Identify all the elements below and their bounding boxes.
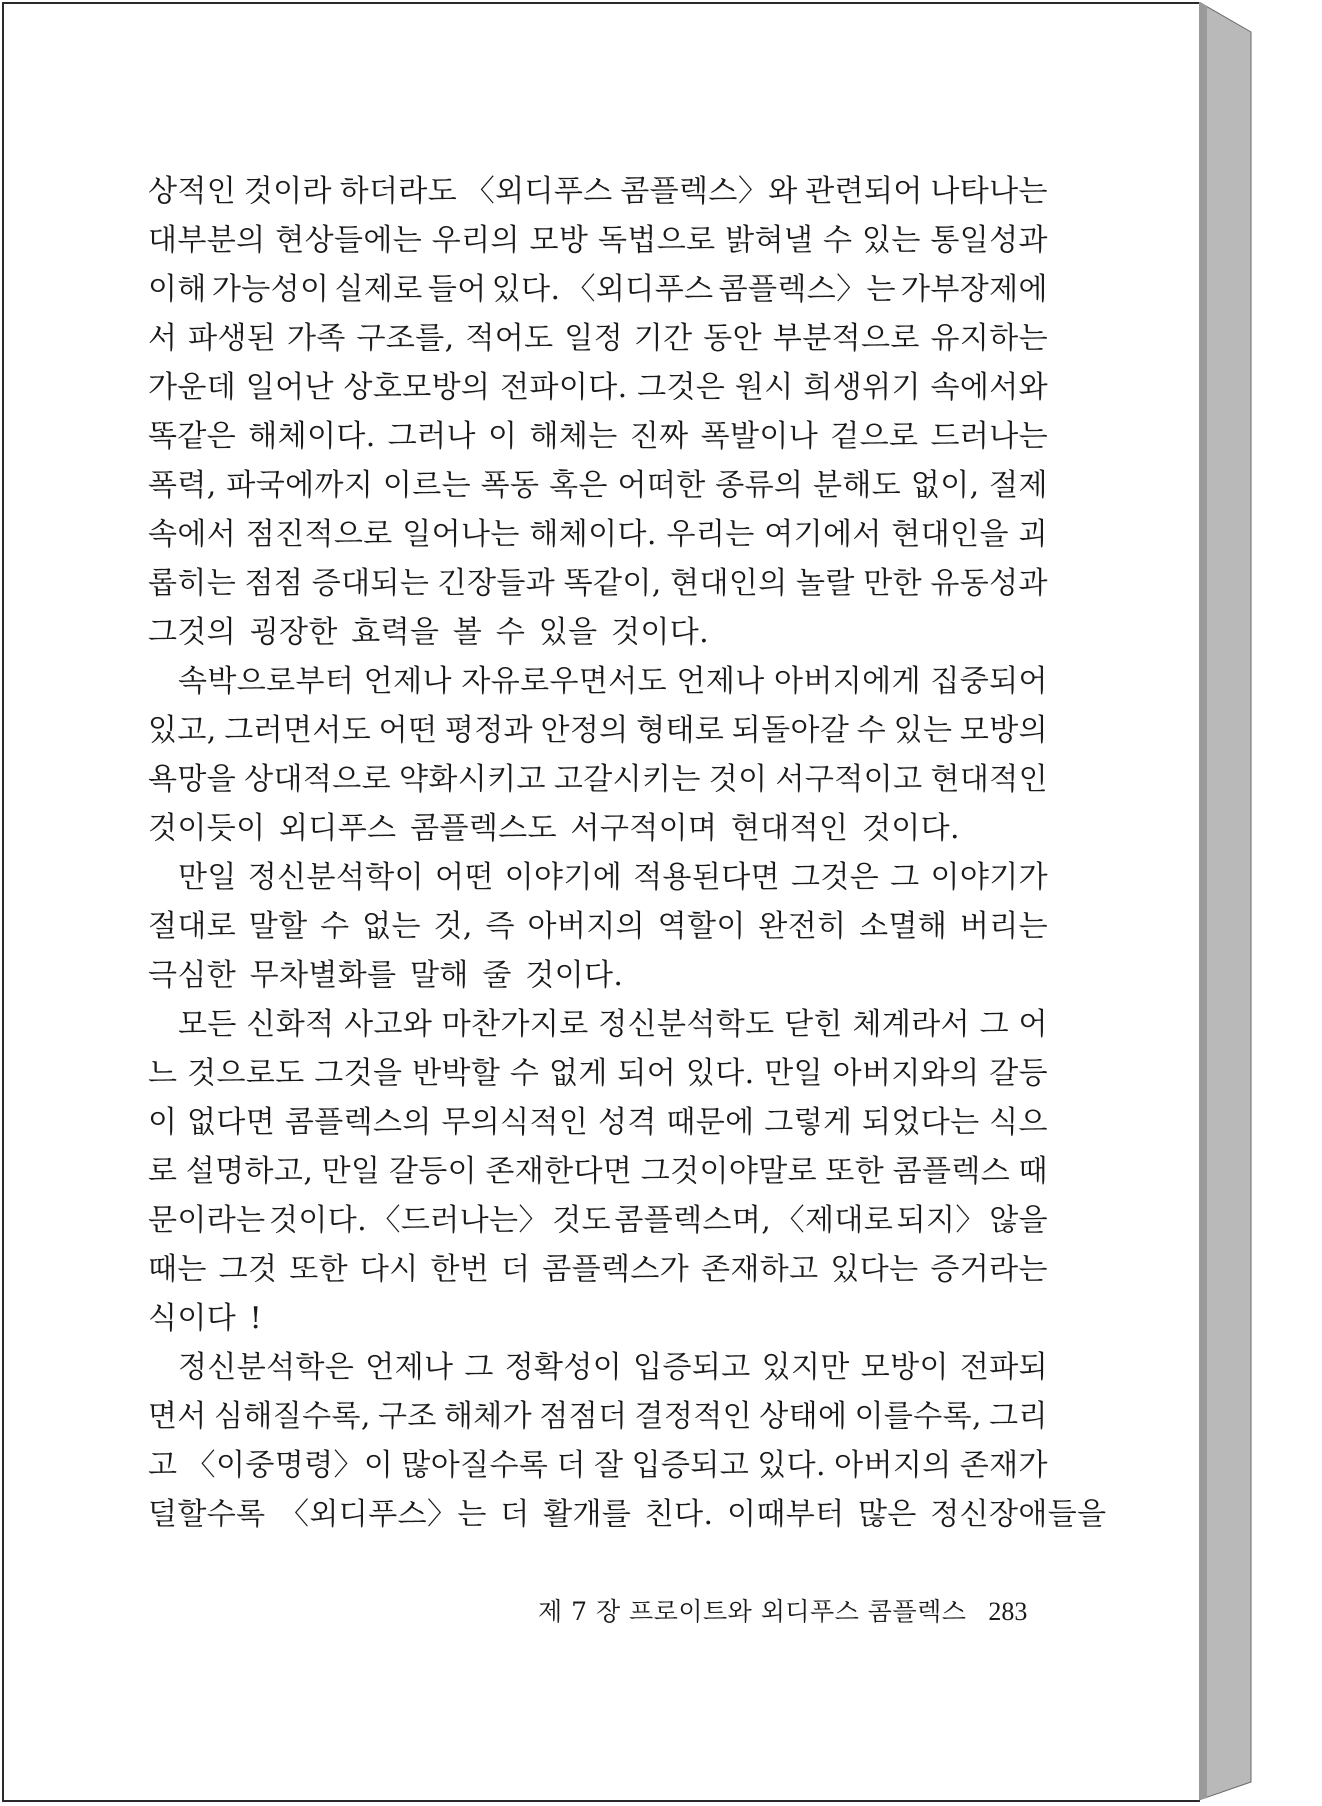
word: 종류의: [715, 468, 804, 503]
text-line: [148, 1392, 1048, 1441]
word: 하더라도: [339, 174, 458, 209]
text-line: [148, 853, 1048, 902]
word: 정신분석학은: [178, 1350, 355, 1385]
word: 〈외디푸스: [464, 174, 613, 209]
word: 것이라: [243, 174, 332, 209]
word: 실제로: [334, 272, 423, 307]
text-line: [148, 1490, 1107, 1539]
word: 어떤: [378, 713, 438, 748]
word: 언제나: [676, 664, 765, 699]
word: 파국에까지: [226, 468, 374, 503]
word: 잘: [594, 1448, 624, 1483]
word: 독법으로: [597, 223, 716, 258]
word: 되지〉: [896, 1203, 986, 1238]
word: 말해: [410, 958, 469, 993]
word: 파생된: [188, 321, 277, 356]
text-line: [148, 461, 1048, 510]
text-line: [148, 804, 1048, 853]
word: 콤플렉스가: [542, 1252, 690, 1287]
text-line: [148, 657, 1048, 706]
word: 아버지에게: [774, 664, 921, 699]
word: 있다.: [757, 1448, 826, 1483]
word: !: [249, 1301, 263, 1336]
word: 더: [501, 1252, 531, 1287]
word: 해체이다.: [248, 419, 376, 454]
word: 서: [148, 321, 178, 356]
word: 되어: [617, 1056, 677, 1091]
word: 완전히: [758, 909, 847, 944]
book-edge-shape: [1199, 2, 1259, 1802]
word: 한번: [430, 1252, 490, 1287]
word: 고: [148, 1448, 178, 1483]
word: 일어난: [245, 370, 334, 405]
word: 고갈시키는: [553, 762, 701, 797]
word: 느: [148, 1056, 178, 1091]
word: 〈제대로: [774, 1203, 894, 1238]
word: 일정: [564, 321, 624, 356]
word: 수: [822, 223, 853, 258]
word: 밝혀낼: [725, 223, 814, 258]
word: 수: [320, 909, 350, 944]
word: 있는: [893, 713, 953, 748]
word: 어: [1018, 1007, 1048, 1042]
word: 상대적으로: [244, 762, 392, 797]
word: 결정적인: [634, 1399, 753, 1434]
word: 해체가: [443, 1399, 533, 1434]
word: 절대로: [148, 909, 237, 944]
word: 이: [148, 1105, 178, 1140]
word: 존재하고: [701, 1252, 819, 1287]
word: 모든: [178, 1007, 237, 1042]
text-line: [148, 951, 1048, 1000]
word: 똑같이,: [563, 566, 662, 601]
word: 있지만: [761, 1350, 850, 1385]
word: 것도: [552, 1203, 611, 1238]
word: 구조를,: [356, 321, 455, 356]
word: 유지하는: [930, 321, 1048, 356]
word: 극심한: [148, 958, 237, 993]
word: 〈이중명령〉이: [185, 1448, 394, 1483]
word: 들어: [427, 272, 487, 307]
word: 때는: [148, 1252, 207, 1287]
word: 관련되어: [805, 174, 923, 209]
text-line: [148, 706, 1048, 755]
text-line: [148, 1147, 1048, 1196]
word: 만일: [764, 1056, 823, 1091]
word: 아버지의: [834, 1448, 952, 1483]
word: 폭동: [480, 468, 540, 503]
text-line: [148, 363, 1048, 412]
word: 다시: [359, 1252, 419, 1287]
word: 혹은: [549, 468, 608, 503]
word: 그것을: [314, 1056, 403, 1091]
word: 콤플렉스도: [410, 811, 557, 846]
word: 것이다.: [610, 615, 710, 650]
word: 희생위기: [803, 370, 921, 405]
word: 진짜: [629, 419, 689, 454]
word: 만일: [178, 860, 237, 895]
running-footer: [538, 1592, 1027, 1628]
word: 점진적으로: [245, 517, 393, 552]
word: 역할이: [657, 909, 746, 944]
word: 점점: [244, 566, 304, 601]
word: 식으: [989, 1105, 1048, 1140]
word: 갈등: [989, 1056, 1048, 1091]
word: 안정의: [540, 713, 629, 748]
word: 또한: [289, 1252, 348, 1287]
word: 놀랄: [796, 566, 855, 601]
chapter-title: 제 7 장 프로이트와 외디푸스 콤플렉스: [538, 1597, 967, 1626]
text-line: [148, 1245, 1048, 1294]
word: 무차별화를: [249, 958, 397, 993]
word: 효력을: [351, 615, 440, 650]
text-line: [148, 1000, 1048, 1049]
word: 자유로우면서도: [461, 664, 667, 699]
word: 괴: [1018, 517, 1048, 552]
word: 있다는: [830, 1252, 919, 1287]
word: 콤플렉스: [892, 1154, 1011, 1189]
word: 콤플렉스〉는: [718, 272, 896, 307]
word: 속박으로부터: [178, 664, 355, 699]
word: 형태로: [636, 713, 725, 748]
text-line: [148, 1196, 1048, 1245]
word: 그러나: [387, 419, 476, 454]
text-line: [148, 755, 1048, 804]
word: 언제나: [365, 1350, 454, 1385]
word: 되돌아갈: [731, 713, 850, 748]
text-line: [148, 1049, 1048, 1098]
word: 정신장애들을: [930, 1497, 1107, 1532]
word: 현상들에는: [275, 223, 423, 258]
word: 많아질수록: [401, 1448, 549, 1483]
word: 그것은: [637, 370, 726, 405]
word: 것으로도: [187, 1056, 305, 1091]
word: 입증되고: [633, 1350, 751, 1385]
word: 아버지와의: [832, 1056, 980, 1091]
text-line: [148, 1294, 1048, 1343]
word: 롭히는: [148, 566, 237, 601]
text-line: [148, 902, 1048, 951]
page-sheet: [2, 2, 1200, 1802]
word: 상적인: [148, 174, 237, 209]
word: 〈드러나는〉: [370, 1203, 549, 1238]
word: 전파이다.: [500, 370, 628, 405]
word: 우리의: [431, 223, 520, 258]
word: 그것은: [791, 860, 880, 895]
word: 해체이다.: [529, 517, 657, 552]
word: 서구적이며: [570, 811, 718, 846]
word: 상호모방의: [343, 370, 491, 405]
word: 어떠한: [617, 468, 706, 503]
word: 않을: [989, 1203, 1048, 1238]
word: 동안: [703, 321, 763, 356]
word: 있을: [538, 615, 598, 650]
word: 유동성과: [930, 566, 1048, 601]
word: 욕망을: [148, 762, 237, 797]
text-line: [148, 167, 1048, 216]
word: 것이듯이: [148, 811, 266, 846]
word: 만일: [321, 1154, 381, 1189]
word: 갈등이: [388, 1154, 477, 1189]
word: 버리는: [959, 909, 1048, 944]
word: 현대적인: [730, 811, 849, 846]
word: 그: [979, 1007, 1009, 1042]
word: 〈외디푸스: [565, 272, 714, 307]
word: 때문에: [666, 1105, 755, 1140]
word: 것이: [708, 762, 768, 797]
word: 어떤: [434, 860, 494, 895]
word: 문이라는: [148, 1203, 266, 1238]
word: 가족: [287, 321, 346, 356]
word: 있는: [862, 223, 921, 258]
word: 존재한다면: [485, 1154, 633, 1189]
word: 수: [856, 713, 887, 748]
word: 닫힌: [784, 1007, 843, 1042]
word: 서구적이고: [775, 762, 923, 797]
word: 사고와: [344, 1007, 433, 1042]
word: 만한: [863, 566, 922, 601]
word: 그: [464, 1350, 494, 1385]
word: 그러면서도: [224, 713, 372, 748]
word: 긴장들과: [437, 566, 556, 601]
word: 활개를: [543, 1497, 632, 1532]
word: 체계라서: [852, 1007, 970, 1042]
word: 심해질수록,: [213, 1399, 371, 1434]
word: 것이다.: [525, 958, 624, 993]
text-line: [148, 510, 1048, 559]
word: 현대인을: [891, 517, 1009, 552]
page-number: 283: [988, 1597, 1028, 1626]
text-line: [148, 265, 1048, 314]
word: 통일성과: [930, 223, 1048, 258]
word: 굉장한: [249, 615, 338, 650]
word: 적용된다면: [633, 860, 781, 895]
word: 약화시키고: [399, 762, 546, 797]
word: 그것의: [148, 615, 237, 650]
word: 현대적인: [930, 762, 1048, 797]
word: 이: [488, 419, 518, 454]
word: 없는: [362, 909, 421, 944]
word: 없이,: [910, 468, 980, 503]
word: 콤플렉스의: [284, 1105, 432, 1140]
word: 구조: [377, 1399, 437, 1434]
word: 속에서와: [930, 370, 1048, 405]
word: 설명하고,: [185, 1154, 314, 1189]
word: 되었다는: [861, 1105, 980, 1140]
word: 것이다.: [861, 811, 960, 846]
word: 입증되고: [631, 1448, 750, 1483]
word: 현대인의: [670, 566, 788, 601]
word: 겉으로: [830, 419, 919, 454]
word: 증대되는: [311, 566, 430, 601]
word: 가부장제에: [901, 272, 1048, 307]
word: 있다.: [491, 272, 561, 307]
word: 폭발이나: [700, 419, 819, 454]
word: 수: [495, 615, 526, 650]
word: 친다.: [644, 1497, 714, 1532]
word: 모방이: [860, 1350, 949, 1385]
text-line: [148, 314, 1048, 363]
word: 없다면: [187, 1105, 276, 1140]
word: 아버지의: [527, 909, 645, 944]
word: 것,: [433, 909, 473, 944]
word: 반박할: [412, 1056, 501, 1091]
word: 가능성이: [211, 272, 330, 307]
word: 많은: [858, 1497, 917, 1532]
word: 있고,: [148, 713, 217, 748]
body-text: [148, 167, 1107, 1539]
word: 정신분석학이: [247, 860, 424, 895]
word: 무의식적인: [441, 1105, 589, 1140]
text-line: [148, 1343, 1048, 1392]
word: 절제: [989, 468, 1048, 503]
word: 더: [556, 1448, 586, 1483]
word: 적어도: [465, 321, 554, 356]
word: 수: [509, 1056, 540, 1091]
word: 나타나는: [930, 174, 1048, 209]
word: 평정과: [444, 713, 533, 748]
word: 말할: [248, 909, 308, 944]
word: 신화적: [246, 1007, 335, 1042]
word: 볼: [452, 615, 483, 650]
word: 분해도: [813, 468, 902, 503]
word: 정확성이: [504, 1350, 623, 1385]
word: 〈외디푸스〉는: [279, 1497, 487, 1532]
word: 줄: [482, 958, 512, 993]
word: 기간: [633, 321, 693, 356]
word: 전파되: [959, 1350, 1048, 1385]
word: 부분적으로: [772, 321, 920, 356]
word: 그리: [989, 1399, 1048, 1434]
word: 폭력,: [148, 468, 217, 503]
word: 우리는: [666, 517, 755, 552]
word: 대부분의: [148, 223, 266, 258]
word: 이를수록,: [854, 1399, 982, 1434]
word: 이야기가: [930, 860, 1048, 895]
word: 것이다.: [268, 1203, 368, 1238]
word: 모방: [529, 223, 589, 258]
word: 소멸해: [859, 909, 948, 944]
text-line: [148, 1098, 1048, 1147]
word: 그것이야말로: [640, 1154, 817, 1189]
text-line: [148, 216, 1048, 265]
text-line: [148, 559, 1048, 608]
word: 똑같은: [148, 419, 237, 454]
word: 덜할수록: [148, 1497, 266, 1532]
word: 면서: [148, 1399, 207, 1434]
word: 모방의: [959, 713, 1048, 748]
word: 로: [148, 1154, 178, 1189]
text-line: [148, 1441, 1048, 1490]
word: 성격: [597, 1105, 657, 1140]
word: 외디푸스: [279, 811, 397, 846]
word: 즉: [485, 909, 515, 944]
word: 정신분석학도: [598, 1007, 775, 1042]
word: 속에서: [148, 517, 237, 552]
word: 원시: [734, 370, 794, 405]
word: 때: [1018, 1154, 1048, 1189]
word: 콤플렉스며,: [614, 1203, 772, 1238]
word: 상태에: [759, 1399, 848, 1434]
book-edge: [1199, 2, 1259, 1802]
word: 있다.: [685, 1056, 755, 1091]
word: 가운데: [148, 370, 237, 405]
word: 그것: [218, 1252, 278, 1287]
word: 언제나: [363, 664, 452, 699]
word: 해체는: [529, 419, 618, 454]
word: 그렇게: [764, 1105, 853, 1140]
word: 없게: [548, 1056, 608, 1091]
word: 드러나는: [930, 419, 1048, 454]
text-line: [148, 608, 1048, 657]
word: 여기에서: [764, 517, 882, 552]
word: 이때부터: [726, 1497, 845, 1532]
word: 마찬가지로: [441, 1007, 589, 1042]
word: 이야기에: [504, 860, 623, 895]
word: 존재가: [959, 1448, 1048, 1483]
word: 이르는: [382, 468, 472, 503]
word: 이해: [148, 272, 207, 307]
word: 더: [500, 1497, 530, 1532]
word: 증거라는: [930, 1252, 1048, 1287]
word: 콤플렉스〉와: [620, 174, 798, 209]
word: 일어나는: [402, 517, 520, 552]
word: 집중되어: [930, 664, 1048, 699]
word: 그: [890, 860, 920, 895]
word: 점점더: [539, 1399, 628, 1434]
word: 식이다: [148, 1301, 237, 1336]
text-line: [148, 412, 1048, 461]
word: 또한: [825, 1154, 885, 1189]
